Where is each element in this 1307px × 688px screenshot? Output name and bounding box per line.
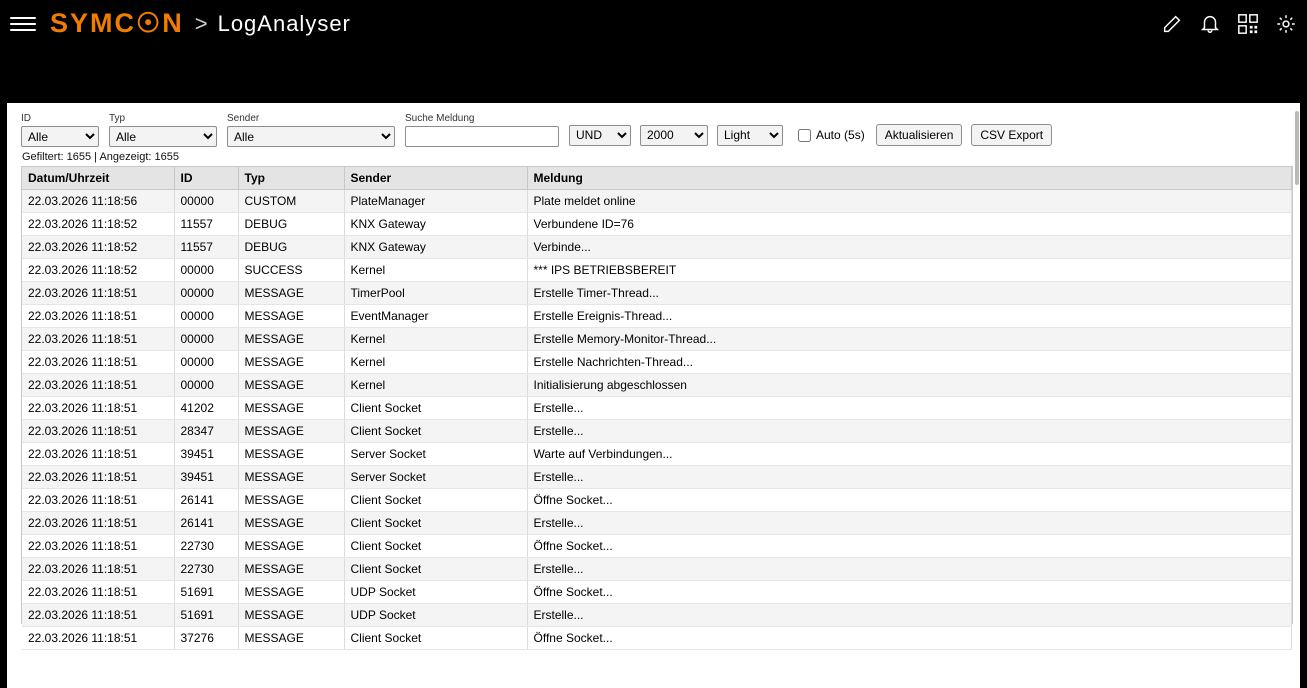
top-bar-actions xyxy=(1161,0,1297,47)
cell-id: 11557 xyxy=(174,236,238,259)
cell-datetime: 22.03.2026 11:18:56 xyxy=(22,190,174,213)
log-table-body xyxy=(22,190,1292,650)
cell-sender: KNX Gateway xyxy=(344,236,527,259)
filter-logic-select[interactable] xyxy=(569,125,631,146)
table-row[interactable] xyxy=(22,190,1292,213)
filter-sender xyxy=(227,113,395,147)
cell-id: 11557 xyxy=(174,213,238,236)
column-header-sender[interactable]: Sender xyxy=(344,167,527,190)
cell-datetime: 22.03.2026 11:18:51 xyxy=(22,466,174,489)
cell-type: SUCCESS xyxy=(238,259,344,282)
top-bar xyxy=(0,0,1307,47)
column-header-message[interactable]: Meldung xyxy=(527,167,1292,190)
log-table-container[interactable] xyxy=(21,166,1293,645)
cell-id: 41202 xyxy=(174,397,238,420)
table-row[interactable] xyxy=(22,328,1292,351)
cell-sender: Kernel xyxy=(344,351,527,374)
cell-id: 51691 xyxy=(174,581,238,604)
cell-type: MESSAGE xyxy=(238,374,344,397)
menu-icon[interactable] xyxy=(10,14,36,34)
gear-icon[interactable] xyxy=(1275,13,1297,35)
column-header-datetime[interactable]: Datum/Uhrzeit xyxy=(22,167,174,190)
cell-type: MESSAGE xyxy=(238,489,344,512)
cell-message: Verbinde... xyxy=(527,236,1292,259)
table-row[interactable] xyxy=(22,627,1292,650)
cell-message: Initialisierung abgeschlossen xyxy=(527,374,1292,397)
csv-export-button[interactable]: CSV Export xyxy=(971,124,1052,146)
cell-message: Öffne Socket... xyxy=(527,489,1292,512)
log-table-header-row xyxy=(22,167,1292,190)
auto-refresh-label: Auto (5s) xyxy=(816,128,865,142)
table-row[interactable] xyxy=(22,558,1292,581)
cell-datetime: 22.03.2026 11:18:52 xyxy=(22,236,174,259)
cell-datetime: 22.03.2026 11:18:51 xyxy=(22,535,174,558)
status-line: Gefiltert: 1655 | Angezeigt: 1655 xyxy=(22,151,179,163)
cell-datetime: 22.03.2026 11:18:51 xyxy=(22,581,174,604)
cell-message: Erstelle... xyxy=(527,397,1292,420)
cell-sender: KNX Gateway xyxy=(344,213,527,236)
cell-message: Erstelle Memory-Monitor-Thread... xyxy=(527,328,1292,351)
cell-type: MESSAGE xyxy=(238,351,344,374)
filter-count-select[interactable] xyxy=(640,125,708,146)
cell-sender: UDP Socket xyxy=(344,581,527,604)
cell-datetime: 22.03.2026 11:18:51 xyxy=(22,420,174,443)
log-analyser-panel xyxy=(7,103,1300,688)
table-row[interactable] xyxy=(22,466,1292,489)
column-header-id[interactable]: ID xyxy=(174,167,238,190)
cell-datetime: 22.03.2026 11:18:51 xyxy=(22,512,174,535)
cell-message: Warte auf Verbindungen... xyxy=(527,443,1292,466)
cell-id: 51691 xyxy=(174,604,238,627)
cell-datetime: 22.03.2026 11:18:51 xyxy=(22,558,174,581)
cell-sender: Kernel xyxy=(344,374,527,397)
cell-type: MESSAGE xyxy=(238,535,344,558)
table-row[interactable] xyxy=(22,305,1292,328)
brand-logo[interactable]: SYMC☉N xyxy=(50,8,184,38)
filter-id-label: ID xyxy=(21,113,31,124)
cell-message: Erstelle... xyxy=(527,558,1292,581)
cell-datetime: 22.03.2026 11:18:51 xyxy=(22,305,174,328)
table-row[interactable] xyxy=(22,374,1292,397)
filter-theme-select[interactable] xyxy=(717,125,783,146)
cell-message: Plate meldet online xyxy=(527,190,1292,213)
cell-message: *** IPS BETRIEBSBEREIT xyxy=(527,259,1292,282)
cell-type: MESSAGE xyxy=(238,328,344,351)
cell-id: 00000 xyxy=(174,374,238,397)
cell-sender: Server Socket xyxy=(344,443,527,466)
filter-typ xyxy=(109,113,217,147)
filter-search-label: Suche Meldung xyxy=(405,113,475,124)
breadcrumb-separator: > xyxy=(194,10,209,36)
cell-sender: Client Socket xyxy=(344,397,527,420)
column-header-type[interactable]: Typ xyxy=(238,167,344,190)
cell-datetime: 22.03.2026 11:18:51 xyxy=(22,489,174,512)
table-row[interactable] xyxy=(22,604,1292,627)
cell-sender: Kernel xyxy=(344,259,527,282)
cell-message: Erstelle... xyxy=(527,604,1292,627)
filter-typ-label: Typ xyxy=(109,113,126,124)
cell-message: Verbundene ID=76 xyxy=(527,213,1292,236)
cell-sender: Client Socket xyxy=(344,420,527,443)
filter-sender-select[interactable] xyxy=(227,126,395,147)
table-row[interactable] xyxy=(22,351,1292,374)
cell-sender: Client Socket xyxy=(344,512,527,535)
cell-message: Erstelle... xyxy=(527,420,1292,443)
cell-id: 37276 xyxy=(174,627,238,650)
log-table-head xyxy=(22,167,1292,190)
cell-type: MESSAGE xyxy=(238,604,344,627)
page-title: LogAnalyser xyxy=(217,10,351,36)
auto-refresh-checkbox[interactable] xyxy=(798,129,811,142)
filter-id xyxy=(21,113,99,147)
cell-type: MESSAGE xyxy=(238,305,344,328)
filter-options xyxy=(569,124,1052,146)
cell-id: 00000 xyxy=(174,190,238,213)
cell-type: MESSAGE xyxy=(238,581,344,604)
edit-icon[interactable] xyxy=(1161,13,1183,35)
bell-icon[interactable] xyxy=(1199,13,1221,35)
cell-message: Öffne Socket... xyxy=(527,535,1292,558)
cell-id: 00000 xyxy=(174,351,238,374)
cell-datetime: 22.03.2026 11:18:51 xyxy=(22,328,174,351)
table-row[interactable] xyxy=(22,512,1292,535)
cell-type: MESSAGE xyxy=(238,420,344,443)
table-row[interactable] xyxy=(22,489,1292,512)
table-row[interactable] xyxy=(22,213,1292,236)
refresh-button[interactable]: Aktualisieren xyxy=(876,124,963,146)
panel-scrollbar[interactable] xyxy=(1295,111,1299,185)
qr-icon[interactable] xyxy=(1237,13,1259,35)
cell-id: 00000 xyxy=(174,259,238,282)
table-row[interactable] xyxy=(22,259,1292,282)
filter-typ-select[interactable] xyxy=(109,126,217,147)
table-row[interactable] xyxy=(22,282,1292,305)
cell-id: 22730 xyxy=(174,535,238,558)
cell-type: MESSAGE xyxy=(238,443,344,466)
cell-sender: UDP Socket xyxy=(344,604,527,627)
cell-id: 28347 xyxy=(174,420,238,443)
cell-datetime: 22.03.2026 11:18:52 xyxy=(22,213,174,236)
cell-sender: PlateManager xyxy=(344,190,527,213)
cell-sender: Client Socket xyxy=(344,535,527,558)
table-row[interactable] xyxy=(22,443,1292,466)
cell-id: 22730 xyxy=(174,558,238,581)
filter-id-select[interactable] xyxy=(21,126,99,147)
table-row[interactable] xyxy=(22,535,1292,558)
cell-datetime: 22.03.2026 11:18:51 xyxy=(22,627,174,650)
table-row[interactable] xyxy=(22,581,1292,604)
cell-sender: EventManager xyxy=(344,305,527,328)
log-table xyxy=(22,167,1292,650)
cell-id: 39451 xyxy=(174,466,238,489)
table-row[interactable] xyxy=(22,397,1292,420)
cell-message: Erstelle Timer-Thread... xyxy=(527,282,1292,305)
cell-id: 26141 xyxy=(174,489,238,512)
cell-datetime: 22.03.2026 11:18:51 xyxy=(22,443,174,466)
cell-message: Erstelle Nachrichten-Thread... xyxy=(527,351,1292,374)
cell-message: Erstelle... xyxy=(527,512,1292,535)
table-row[interactable] xyxy=(22,236,1292,259)
cell-type: MESSAGE xyxy=(238,558,344,581)
cell-type: DEBUG xyxy=(238,213,344,236)
cell-type: MESSAGE xyxy=(238,397,344,420)
cell-id: 00000 xyxy=(174,282,238,305)
cell-datetime: 22.03.2026 11:18:51 xyxy=(22,351,174,374)
cell-message: Erstelle... xyxy=(527,466,1292,489)
search-input[interactable] xyxy=(405,126,559,147)
cell-sender: Client Socket xyxy=(344,489,527,512)
cell-type: MESSAGE xyxy=(238,466,344,489)
filter-bar xyxy=(7,103,1300,147)
breadcrumb xyxy=(50,8,351,39)
cell-sender: Kernel xyxy=(344,328,527,351)
cell-datetime: 22.03.2026 11:18:51 xyxy=(22,374,174,397)
cell-type: MESSAGE xyxy=(238,512,344,535)
cell-message: Öffne Socket... xyxy=(527,581,1292,604)
cell-datetime: 22.03.2026 11:18:51 xyxy=(22,604,174,627)
cell-message: Erstelle Ereignis-Thread... xyxy=(527,305,1292,328)
cell-id: 26141 xyxy=(174,512,238,535)
cell-type: MESSAGE xyxy=(238,282,344,305)
cell-id: 39451 xyxy=(174,443,238,466)
cell-datetime: 22.03.2026 11:18:51 xyxy=(22,282,174,305)
cell-message: Öffne Socket... xyxy=(527,627,1292,650)
cell-type: DEBUG xyxy=(238,236,344,259)
cell-type: CUSTOM xyxy=(238,190,344,213)
table-row[interactable] xyxy=(22,420,1292,443)
cell-sender: TimerPool xyxy=(344,282,527,305)
cell-type: MESSAGE xyxy=(238,627,344,650)
cell-datetime: 22.03.2026 11:18:52 xyxy=(22,259,174,282)
filter-sender-label: Sender xyxy=(227,113,260,124)
cell-id: 00000 xyxy=(174,328,238,351)
cell-sender: Server Socket xyxy=(344,466,527,489)
filter-search xyxy=(405,113,559,147)
auto-refresh-toggle[interactable] xyxy=(798,128,865,142)
cell-sender: Client Socket xyxy=(344,558,527,581)
cell-id: 00000 xyxy=(174,305,238,328)
cell-datetime: 22.03.2026 11:18:51 xyxy=(22,397,174,420)
cell-sender: Client Socket xyxy=(344,627,527,650)
